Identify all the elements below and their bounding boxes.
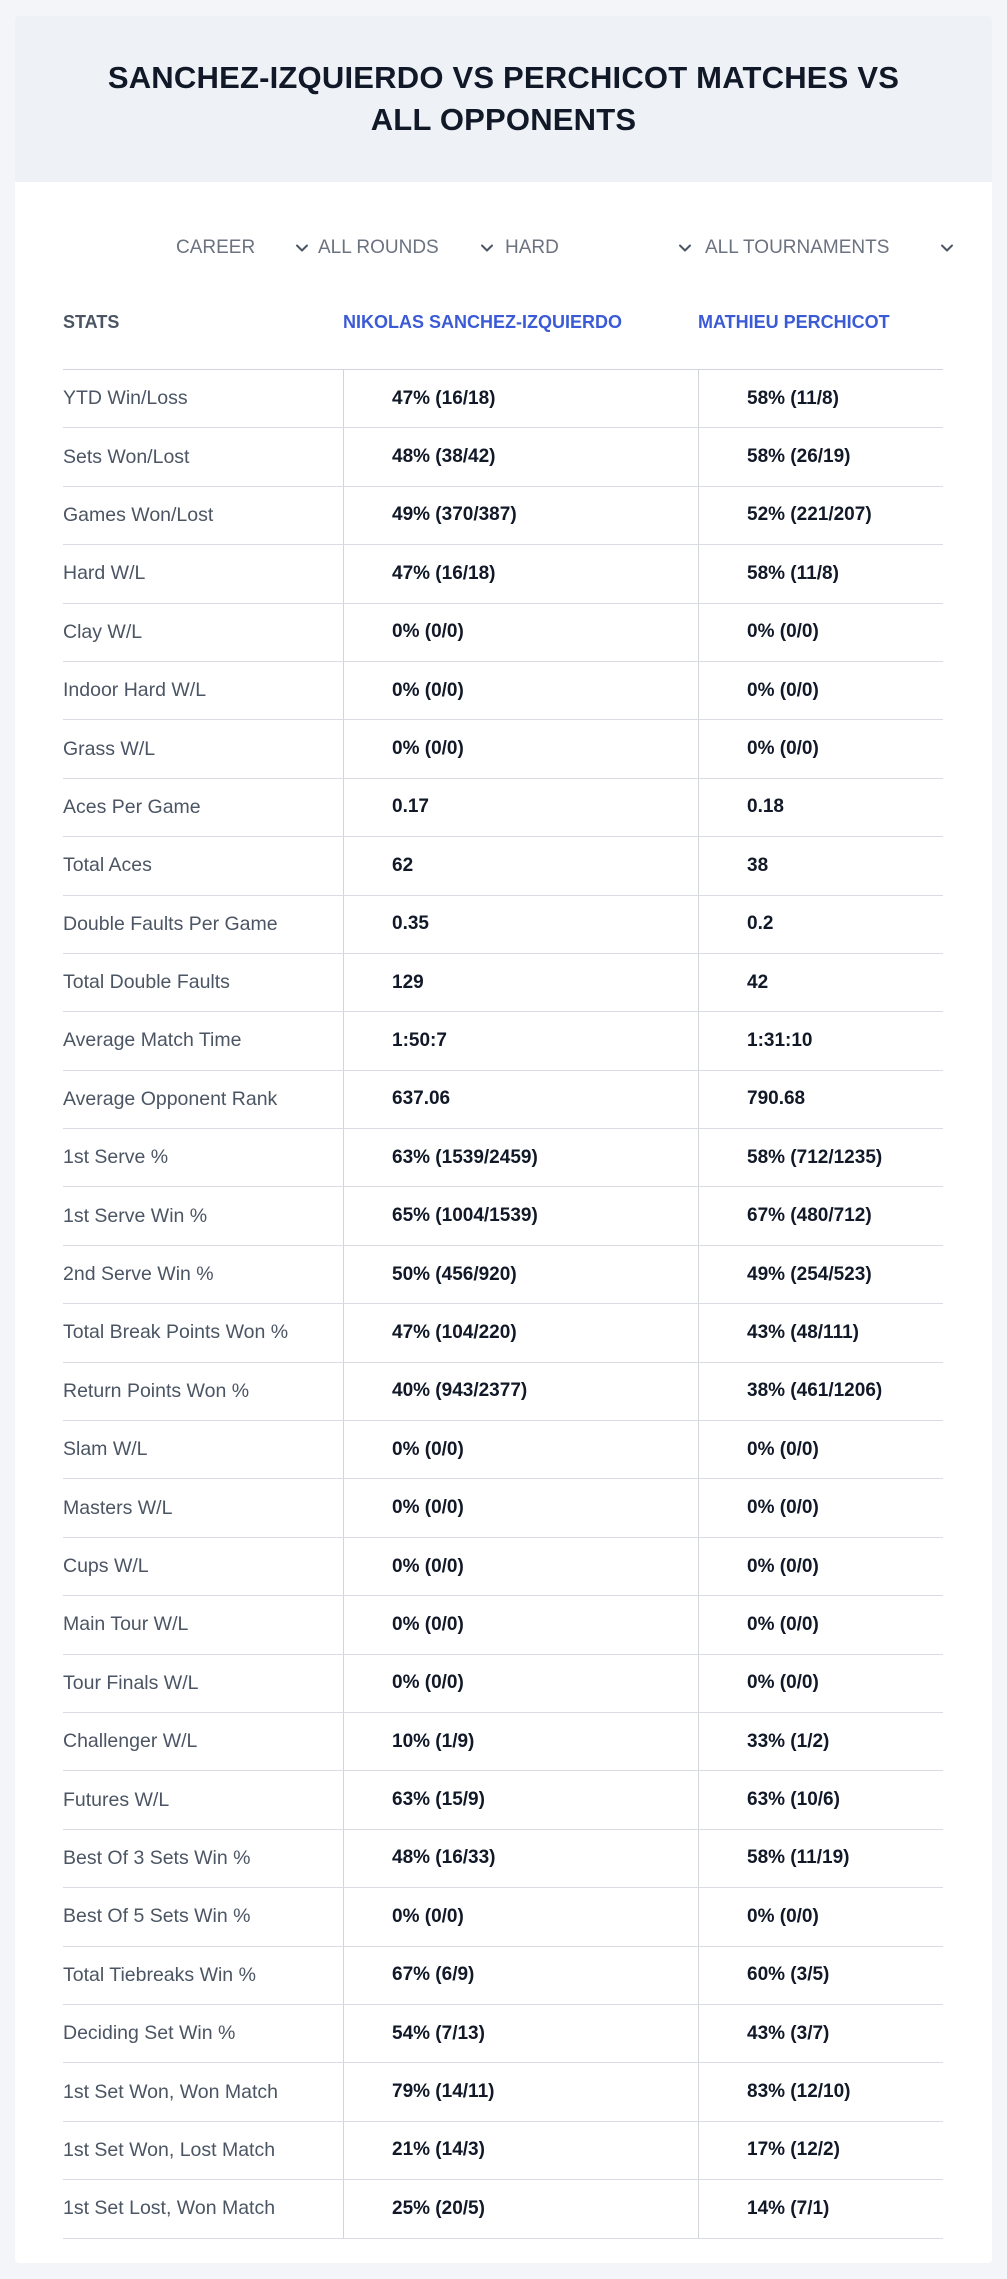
player1-value-cell: 21% (14/3) (343, 2122, 698, 2179)
player2-value-cell: 0% (0/0) (698, 1538, 943, 1595)
stat-name-cell: Best Of 3 Sets Win % (63, 1846, 251, 1869)
stat-name-cell: Slam W/L (63, 1438, 148, 1461)
table-row (63, 1830, 943, 1888)
table-row (63, 370, 943, 428)
player2-value-cell: 42 (698, 954, 943, 1011)
player1-value-cell: 40% (943/2377) (343, 1363, 698, 1420)
player2-value-cell: 0% (0/0) (698, 1596, 943, 1653)
player2-value-cell: 58% (11/8) (698, 545, 943, 602)
stat-name-cell: Aces Per Game (63, 795, 201, 818)
table-row (63, 545, 943, 603)
table-row (63, 779, 943, 837)
player2-value-cell: 1:31:10 (698, 1012, 943, 1069)
stat-name-cell: Games Won/Lost (63, 503, 214, 526)
table-row (63, 837, 943, 895)
table-body (63, 370, 943, 2239)
player1-value-cell: 0% (0/0) (343, 1888, 698, 1945)
table-row (63, 1947, 943, 2005)
stat-name-cell: Deciding Set Win % (63, 2022, 236, 2045)
surface-filter-select[interactable] (505, 228, 705, 268)
table-row (63, 896, 943, 954)
table-row (63, 1129, 943, 1187)
player2-value-cell: 33% (1/2) (698, 1713, 943, 1770)
stat-name-cell: Futures W/L (63, 1788, 170, 1811)
stat-name-cell: Masters W/L (63, 1496, 173, 1519)
stat-name-cell: Sets Won/Lost (63, 445, 190, 468)
page-title: SANCHEZ-IZQUIERDO VS PERCHICOT MATCHES VS ALL OPPONENTS (107, 60, 900, 137)
stat-name-cell: Total Aces (63, 854, 152, 877)
player1-link[interactable]: NIKOLAS SANCHEZ-IZQUIERDO (343, 312, 622, 332)
stat-name-cell: Best Of 5 Sets Win % (63, 1905, 251, 1928)
player2-value-cell: 0% (0/0) (698, 604, 943, 661)
player2-value-cell: 58% (712/1235) (698, 1129, 943, 1186)
table-row (63, 487, 943, 545)
player2-value-cell: 49% (254/523) (698, 1246, 943, 1303)
stat-name-cell: Total Double Faults (63, 971, 230, 994)
chevron-down-icon (677, 240, 693, 256)
table-row (63, 662, 943, 720)
player2-value-cell: 14% (7/1) (698, 2180, 943, 2237)
player1-value-cell: 0% (0/0) (343, 1538, 698, 1595)
table-row (63, 1187, 943, 1245)
table-row (63, 1713, 943, 1771)
player1-value-cell: 47% (16/18) (343, 545, 698, 602)
table-row (63, 954, 943, 1012)
stat-name-cell: Average Match Time (63, 1029, 242, 1052)
player1-value-cell: 54% (7/13) (343, 2005, 698, 2062)
stats-column-header: STATS (63, 312, 120, 332)
stat-name-cell: 1st Set Won, Lost Match (63, 2138, 276, 2161)
stat-name-cell: 2nd Serve Win % (63, 1263, 214, 1286)
table-row (63, 1596, 943, 1654)
table-row (63, 720, 943, 778)
player1-value-cell: 49% (370/387) (343, 487, 698, 544)
player1-value-cell: 62 (343, 837, 698, 894)
table-row (63, 1363, 943, 1421)
stat-name-cell: Tour Finals W/L (63, 1671, 199, 1694)
player2-value-cell: 17% (12/2) (698, 2122, 943, 2179)
stat-name-cell: Cups W/L (63, 1555, 149, 1577)
stat-name-cell: Return Points Won % (63, 1379, 250, 1402)
table-row (63, 604, 943, 662)
player1-value-cell: 1:50:7 (343, 1012, 698, 1069)
table-row (63, 1771, 943, 1829)
table-row (63, 1071, 943, 1129)
chevron-down-icon (294, 240, 310, 256)
stat-name-cell: Double Faults Per Game (63, 912, 278, 935)
player1-value-cell: 0.35 (343, 896, 698, 953)
stat-name-cell: Indoor Hard W/L (63, 679, 207, 702)
filter-bar (15, 228, 992, 268)
player1-value-cell: 48% (38/42) (343, 428, 698, 485)
filter-label: HARD (505, 237, 559, 258)
table-row (63, 1304, 943, 1362)
player2-value-cell: 0% (0/0) (698, 662, 943, 719)
player1-value-cell: 47% (16/18) (343, 370, 698, 427)
player2-value-cell: 0% (0/0) (698, 1421, 943, 1478)
stat-name-cell: Challenger W/L (63, 1730, 198, 1753)
stat-name-cell: 1st Set Lost, Won Match (63, 2197, 276, 2220)
table-row (63, 2005, 943, 2063)
filter-label: ALL ROUNDS (318, 237, 439, 258)
stat-name-cell: Main Tour W/L (63, 1613, 189, 1636)
rounds-filter-select[interactable] (318, 228, 498, 268)
player1-value-cell: 10% (1/9) (343, 1713, 698, 1770)
player2-value-cell: 0.2 (698, 896, 943, 953)
table-row (63, 1421, 943, 1479)
filter-label: CAREER (176, 237, 256, 258)
player2-value-cell: 52% (221/207) (698, 487, 943, 544)
player1-value-cell: 47% (104/220) (343, 1304, 698, 1361)
card-header (15, 16, 992, 182)
player1-value-cell: 0.17 (343, 779, 698, 836)
player2-value-cell: 63% (10/6) (698, 1771, 943, 1828)
table-row (63, 1012, 943, 1070)
player1-value-cell: 0% (0/0) (343, 1596, 698, 1653)
player1-value-cell: 0% (0/0) (343, 604, 698, 661)
career-filter-select[interactable] (176, 228, 311, 268)
player2-value-cell: 0% (0/0) (698, 720, 943, 777)
player2-value-cell: 67% (480/712) (698, 1187, 943, 1244)
stat-name-cell: Average Opponent Rank (63, 1087, 278, 1110)
player2-value-cell: 83% (12/10) (698, 2063, 943, 2120)
player1-value-cell: 67% (6/9) (343, 1947, 698, 2004)
table-row (63, 2122, 943, 2180)
player2-value-cell: 38 (698, 837, 943, 894)
tournaments-filter-select[interactable] (705, 228, 965, 268)
player1-value-cell: 79% (14/11) (343, 2063, 698, 2120)
table-row (63, 1246, 943, 1304)
player1-value-cell: 50% (456/920) (343, 1246, 698, 1303)
stat-name-cell: 1st Serve Win % (63, 1204, 208, 1227)
player1-value-cell: 63% (15/9) (343, 1771, 698, 1828)
player2-value-cell: 0.18 (698, 779, 943, 836)
stats-card (15, 16, 992, 2263)
table-row (63, 1538, 943, 1596)
player2-value-cell: 790.68 (698, 1071, 943, 1128)
stats-table (63, 288, 943, 2239)
stat-name-cell: Hard W/L (63, 562, 146, 585)
table-row (63, 1655, 943, 1713)
chevron-down-icon (939, 240, 955, 256)
player2-value-cell: 38% (461/1206) (698, 1363, 943, 1420)
table-header (63, 288, 943, 370)
player1-value-cell: 0% (0/0) (343, 1421, 698, 1478)
table-row (63, 1888, 943, 1946)
table-row (63, 2063, 943, 2121)
player2-value-cell: 0% (0/0) (698, 1888, 943, 1945)
stat-name-cell: Grass W/L (63, 737, 156, 760)
player1-value-cell: 637.06 (343, 1071, 698, 1128)
stat-name-cell: 1st Set Won, Won Match (63, 2080, 278, 2103)
table-row (63, 1479, 943, 1537)
player1-value-cell: 63% (1539/2459) (343, 1129, 698, 1186)
player2-link[interactable]: MATHIEU PERCHICOT (698, 312, 890, 332)
player1-value-cell: 0% (0/0) (343, 1655, 698, 1712)
stat-name-cell: YTD Win/Loss (63, 387, 188, 410)
player2-value-cell: 58% (11/19) (698, 1830, 943, 1887)
player2-value-cell: 0% (0/0) (698, 1655, 943, 1712)
player1-value-cell: 0% (0/0) (343, 1479, 698, 1536)
table-row (63, 428, 943, 486)
stat-name-cell: Total Break Points Won % (63, 1321, 289, 1344)
chevron-down-icon (479, 240, 495, 256)
player1-value-cell: 0% (0/0) (343, 662, 698, 719)
stat-name-cell: 1st Serve % (63, 1146, 169, 1169)
stat-name-cell: Total Tiebreaks Win % (63, 1963, 256, 1986)
player1-value-cell: 48% (16/33) (343, 1830, 698, 1887)
player2-value-cell: 58% (26/19) (698, 428, 943, 485)
table-row (63, 2180, 943, 2238)
player2-value-cell: 43% (48/111) (698, 1304, 943, 1361)
player2-value-cell: 58% (11/8) (698, 370, 943, 427)
player2-value-cell: 0% (0/0) (698, 1479, 943, 1536)
filter-label: ALL TOURNAMENTS (705, 237, 890, 258)
player1-value-cell: 0% (0/0) (343, 720, 698, 777)
player2-value-cell: 43% (3/7) (698, 2005, 943, 2062)
player2-value-cell: 60% (3/5) (698, 1947, 943, 2004)
player1-value-cell: 65% (1004/1539) (343, 1187, 698, 1244)
player1-value-cell: 25% (20/5) (343, 2180, 698, 2237)
player1-value-cell: 129 (343, 954, 698, 1011)
stat-name-cell: Clay W/L (63, 620, 143, 643)
